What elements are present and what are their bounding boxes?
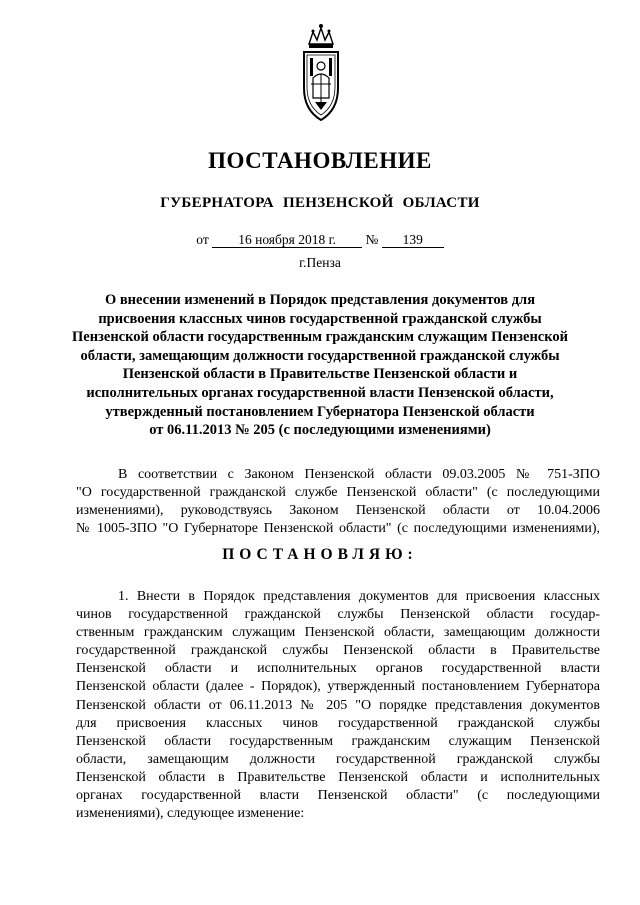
paragraph-line: "О государственной гражданской службе Пензенской области" (с последующими <box>76 485 600 500</box>
paragraph-line: изменениями), следующее изменение: <box>76 806 305 822</box>
paragraph-line: органах государственной власти Пензенской области" (с последующими <box>76 788 600 804</box>
date-number-line <box>0 232 640 248</box>
document-date: 16 ноября 2018 г. <box>212 232 362 248</box>
paragraph-line: Пензенской области от 06.11.2013 № 205 "О порядке представления документов <box>76 697 600 713</box>
heading-line: О внесении изменений в Порядок представления документов для <box>104 292 536 308</box>
paragraph-line: Пензенской области (далее - Порядок), утвержденный постановлением Губернатора <box>76 679 600 695</box>
paragraph-line: ственным гражданским служащим Пензенской области, замещающим должности <box>76 625 600 641</box>
item-1-paragraph <box>76 588 600 823</box>
document-heading <box>62 291 578 440</box>
number-prefix: № <box>365 232 379 247</box>
paragraph-line: 1. Внести в Порядок представления документов для присвоения классных <box>118 589 600 604</box>
paragraph-line: изменениями), руководствуясь Законом Пензенской области от 10.04.2006 <box>76 503 600 518</box>
heading-line: утвержденный постановлением Губернатора Пензенской области <box>105 403 535 420</box>
document-title: ПОСТАНОВЛЕНИЕ <box>208 148 432 173</box>
city-line: г.Пенза <box>299 255 341 270</box>
penza-coat-of-arms-icon <box>301 22 341 124</box>
heading-line: от 06.11.2013 № 205 (с последующими изменениями) <box>149 422 491 439</box>
preamble-paragraph <box>76 466 600 538</box>
decree-word: ПОСТАНОВЛЯЮ: <box>222 546 418 563</box>
heading-line: исполнительных органах государственной власти Пензенской области, <box>86 384 554 401</box>
heading-line: области, замещающим должности государственной гражданской службы <box>80 347 560 364</box>
paragraph-line: чинов государственной гражданской службы Пензенской области государ- <box>76 607 600 623</box>
paragraph-line: области, замещающим должности государственной гражданской службы <box>76 751 600 767</box>
issuer-line: ГУБЕРНАТОРА ПЕНЗЕНСКОЙ ОБЛАСТИ <box>160 195 480 211</box>
paragraph-line: № 1005-ЗПО "О Губернаторе Пензенской области" (с последующими изменениями), <box>76 521 600 536</box>
paragraph-line: Пензенской области государственным гражданским служащим Пензенской <box>76 733 600 749</box>
paragraph-line: Пензенской области и исполнительных органов государственной власти <box>76 661 600 677</box>
document-number: 139 <box>382 232 444 248</box>
heading-line: Пензенской области государственным гражданским служащим Пензенской <box>71 329 569 346</box>
paragraph-line: для присвоения классных чинов государственной гражданской службы <box>76 715 600 731</box>
paragraph-line: Пензенской области в Правительстве Пензенской области и исполнительных <box>76 769 600 785</box>
paragraph-line: В соответствии с Законом Пензенской области 09.03.2005 № 751-ЗПО <box>118 467 600 482</box>
paragraph-line: государственной гражданской службы Пензенской области в Правительстве <box>76 643 600 659</box>
date-prefix: от <box>196 232 209 247</box>
heading-line: Пензенской области в Правительстве Пензенской области и <box>122 366 518 383</box>
heading-line: присвоения классных чинов государственной гражданской службы <box>98 310 542 327</box>
